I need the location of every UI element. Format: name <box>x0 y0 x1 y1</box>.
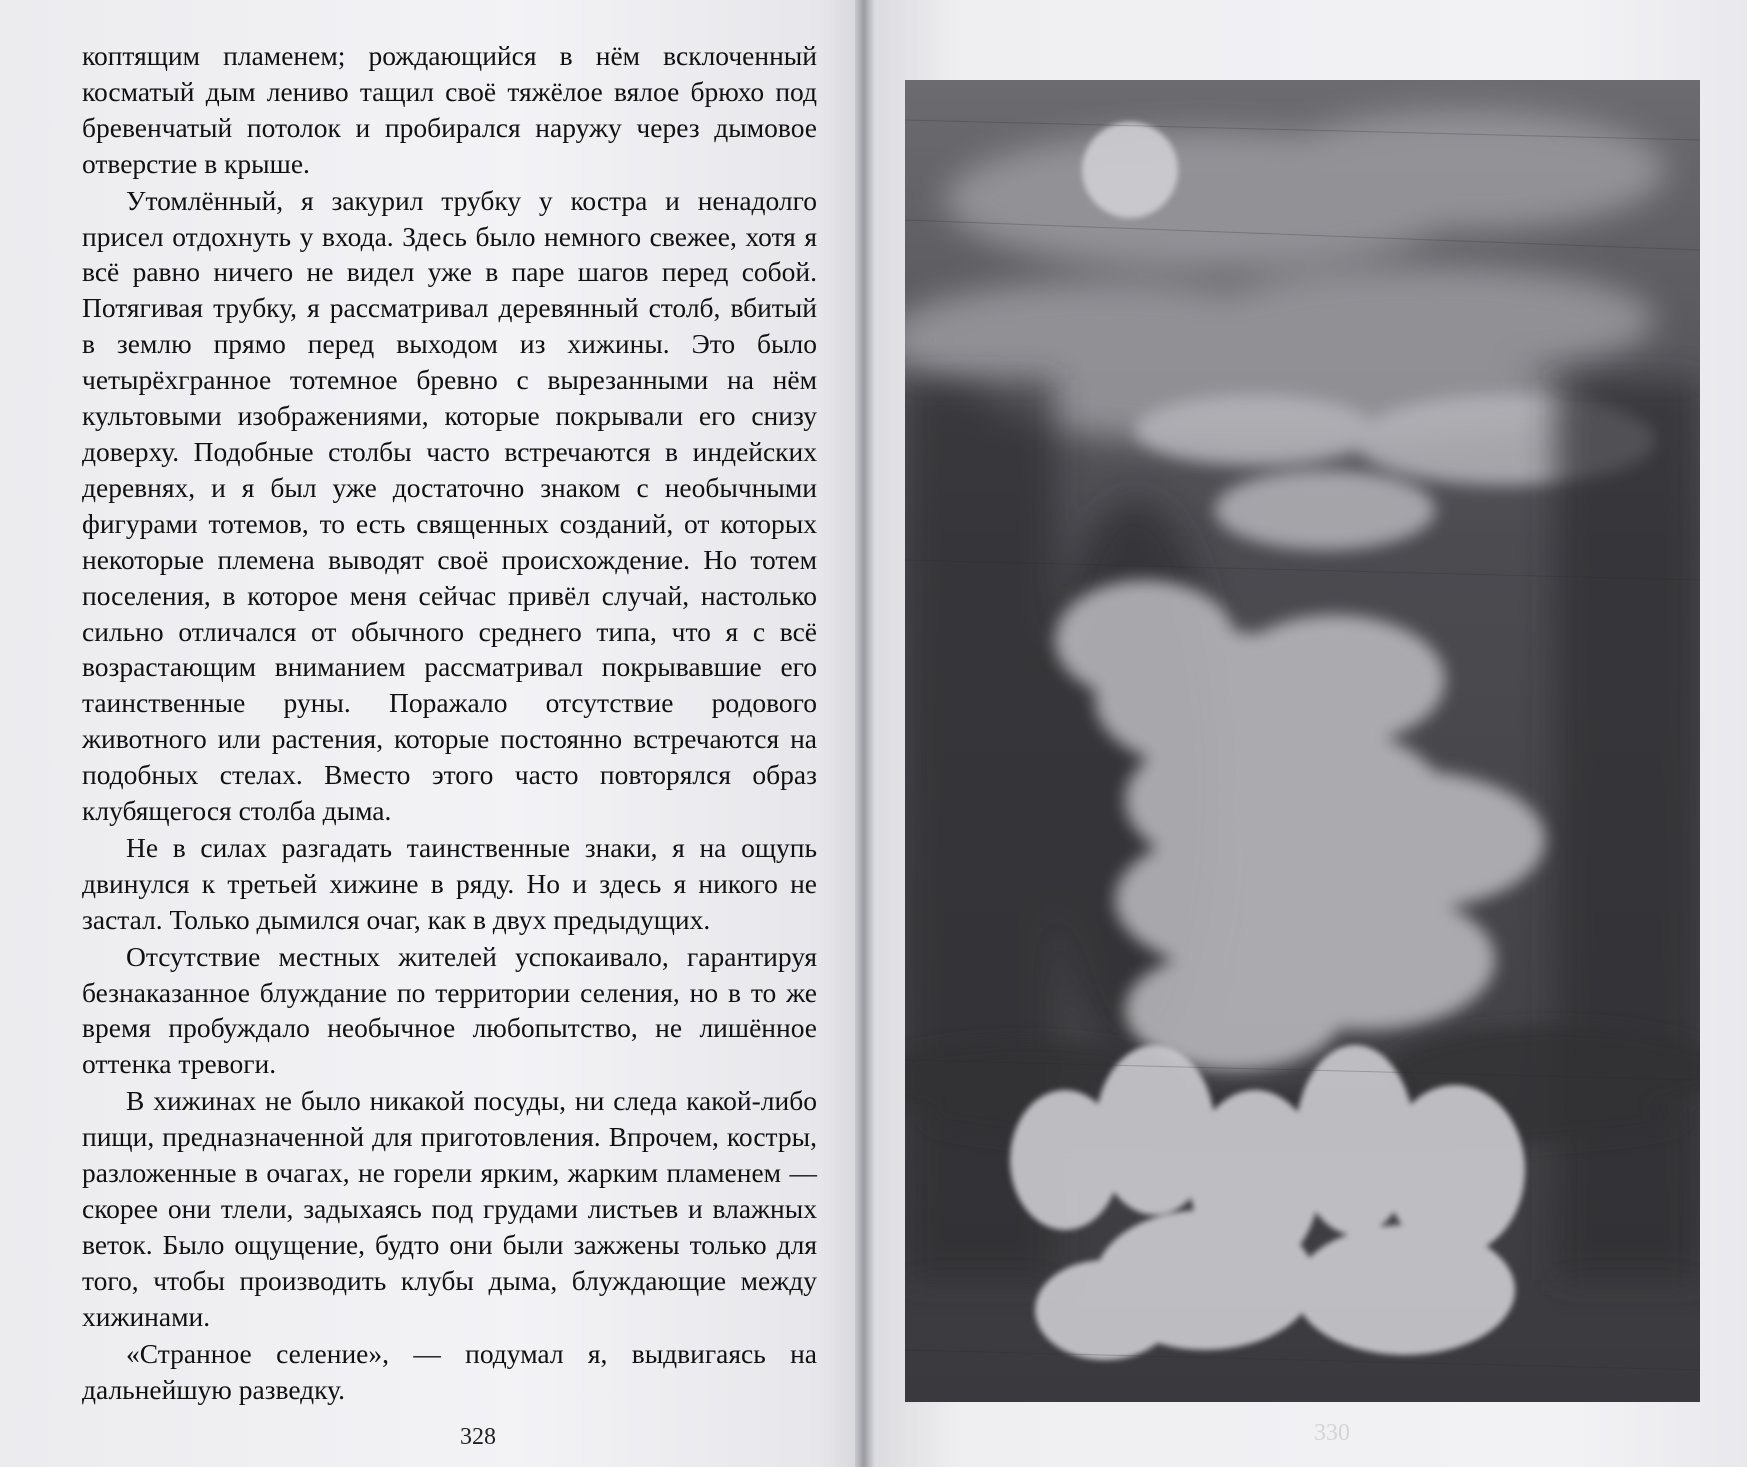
paragraph: Не в силах разгадать таинственные знаки, я на ощупь двинулся к третьей хижине в ряду. Но и здесь я никого не застал. Только дымился очаг, как в двух предыдущих. <box>82 831 817 935</box>
paragraph: «Странное селение», — подумал я, выдвигаясь на дальнейшую разведку. <box>82 1337 817 1405</box>
body-text <box>82 38 817 1407</box>
page-number: 328 <box>460 1424 496 1450</box>
left-page <box>0 0 862 1467</box>
book-gutter <box>855 0 875 1467</box>
bleed-through-number: 330 <box>1314 1420 1350 1446</box>
paragraph: Отсутствие местных жителей успокаивало, гарантируя безнаказанное блуждание по территории селения, но в то же время пробуждало необычное любопытство, не лишённое оттенка тревоги. <box>82 940 817 1080</box>
smoke-illustration-icon <box>905 80 1700 1402</box>
paragraph: коптящим пламенем; рождающийся в нём всклоченный косматый дым лениво тащил своё тяжёлое вялое брюхо под бревенчатый потолок и пробирался наружу через дымовое отверстие в крыше. <box>82 40 817 179</box>
smoke-illustration <box>905 80 1700 1402</box>
paragraph: В хижинах не было никакой посуды, ни следа какой-либо пищи, предназначенной для приготовления. Впрочем, костры, разложенные в очагах, не горели ярким, жарким пламенем — скорее они тлели, задыхаясь под грудами листьев и влажных веток. Было ощущение, будто они были зажжены только для того, чтобы производить клубы дыма, блуждающие между хижинами. <box>82 1085 817 1332</box>
paragraph: Утомлённый, я закурил трубку у костра и ненадолго присел отдохнуть у входа. Здесь было немного свежее, хотя я всё равно ничего не видел уже в паре шагов перед собой. Потягивая трубку, я рассматривал деревянный столб, вбитый в землю прямо перед выходом из хижины. Это было четырёхгранное тотемное бревно с вырезанными на нём культовыми изображениями, которые покрывали его снизу доверху. Подобные столбы часто встречаются в индейских деревнях, и я был уже достаточно знаком с необычными фигурами тотемов, то есть священных созданий, от которых некоторые племена выводят своё происхождение. Но тотем поселения, в которое меня сейчас привёл случай, настолько сильно отличался от обычного среднего типа, что я с всё возрастающим вниманием рассматривал покрывавшие его таинственные руны. Поражало отсутствие родового животного или растения, которые постоянно встречаются на подобных стелах. Вместо этого часто повторялся образ клубящегося столба дыма. <box>82 184 817 827</box>
